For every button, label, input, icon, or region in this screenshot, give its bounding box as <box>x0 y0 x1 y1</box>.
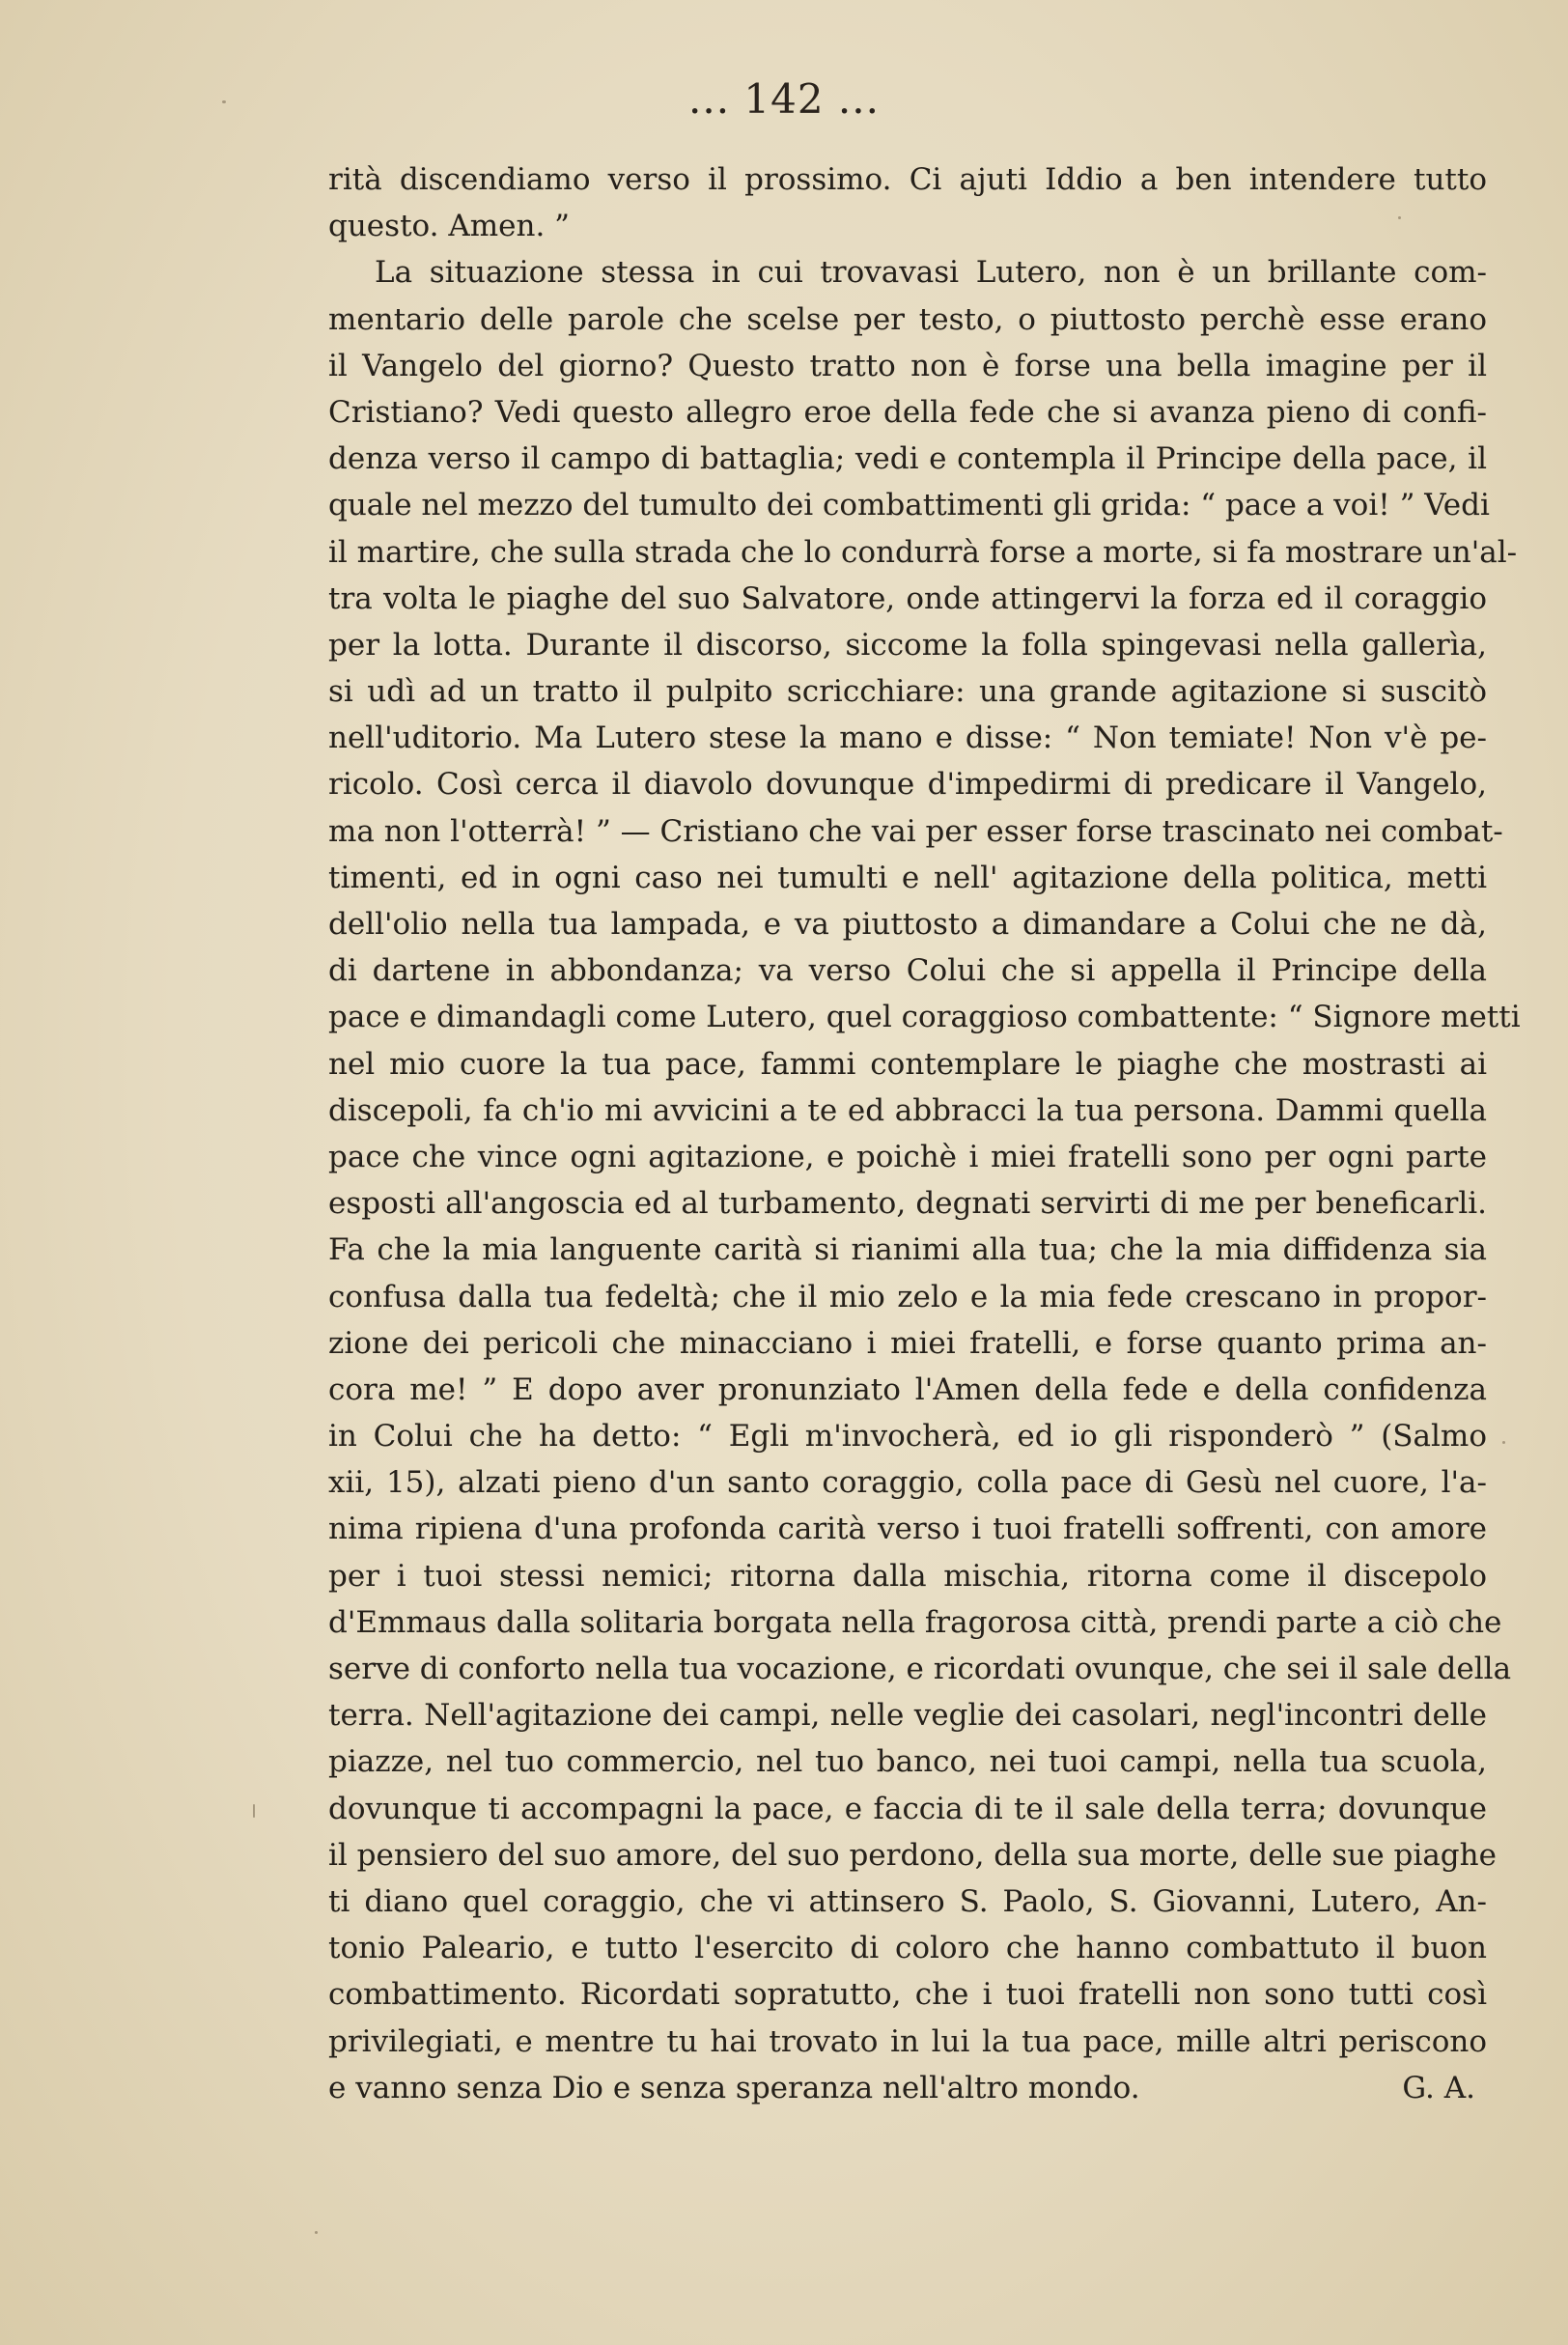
text-line: pace che vince ogni agitazione, e poichè i miei fratelli sono per ogni parte <box>328 1139 1487 1174</box>
text-line: rità discendiamo verso il prossimo. Ci ajuti Iddio a ben intendere tutto <box>328 162 1487 197</box>
text-line: per la lotta. Durante il discorso, siccome la folla spingevasi nella gallerìa, <box>328 627 1487 663</box>
text-line: ti diano quel coraggio, che vi attinsero S. Paolo, S. Giovanni, Lutero, An- <box>328 1883 1487 1919</box>
text-line: in Colui che ha detto: “ Egli m'invocherà, ed io gli risponderò ” (Salmo <box>328 1419 1487 1455</box>
text-line: ma non l'otterrà! ” — Cristiano che vai per esser forse trascinato nei combat- <box>328 813 1503 849</box>
text-line: nell'uditorio. Ma Lutero stese la mano e disse: “ Non temiate! Non v'è pe- <box>328 720 1487 756</box>
text-line: mentario delle parole che scelse per testo, o piuttosto perchè esse erano <box>328 301 1487 337</box>
text-line: dovunque ti accompagni la pace, e faccia di te il sale della terra; dovunque <box>328 1791 1487 1826</box>
paper-speck <box>315 2231 318 2234</box>
text-line: si udì ad un tratto il pulpito scricchiare: una grande agitazione si suscitò <box>328 674 1487 710</box>
text-line: privilegiati, e mentre tu hai trovato in lui la tua pace, mille altri periscono <box>328 2023 1487 2059</box>
text-line-last <box>328 2065 1487 2111</box>
text-line: Cristiano? Vedi questo allegro eroe della fede che si avanza pieno di confi- <box>328 394 1487 430</box>
text-line: tra volta le piaghe del suo Salvatore, onde attingervi la forza ed il coraggio <box>328 580 1487 616</box>
text-line: discepoli, fa ch'io mi avvicini a te ed abbracci la tua persona. Dammi quella <box>328 1092 1487 1128</box>
text-line: il martire, che sulla strada che lo condurrà forse a morte, si fa mostrare un'al- <box>328 534 1518 570</box>
text-line: zione dei pericoli che minacciano i miei fratelli, e forse quanto prima an- <box>328 1325 1487 1361</box>
text-line: quale nel mezzo del tumulto dei combattimenti gli grida: “ pace a voi! ” Vedi <box>328 488 1490 523</box>
paper-speck <box>253 1804 255 1818</box>
text-line: ricolo. Così cerca il diavolo dovunque d'impedirmi di predicare il Vangelo, <box>328 767 1487 803</box>
text-line: cora me! ” E dopo aver pronunziato l'Amen della fede e della confidenza <box>328 1371 1487 1407</box>
author-signature: G. A. <box>1402 2070 1475 2105</box>
text-line: xii, 15), alzati pieno d'un santo coraggio, colla pace di Gesù nel cuore, l'a- <box>328 1465 1487 1501</box>
text-line: questo. Amen. ” <box>328 209 570 244</box>
text-line: Fa che la mia languente carità si rianimi alla tua; che la mia diffidenza sia <box>328 1232 1487 1268</box>
text-line: pace e dimandagli come Lutero, quel coraggioso combattente: “ Signore metti <box>328 1000 1521 1035</box>
text-line: esposti all'angoscia ed al turbamento, degnati servirti di me per beneficarli. <box>328 1186 1487 1222</box>
text-line: il Vangelo del giorno? Questo tratto non è forse una bella imagine per il <box>328 348 1487 383</box>
text-line: per i tuoi stessi nemici; ritorna dalla mischia, ritorna come il discepolo <box>328 1558 1487 1594</box>
text-line: tonio Paleario, e tutto l'esercito di coloro che hanno combattuto il buon <box>328 1931 1487 1966</box>
text-line: nel mio cuore la tua pace, fammi contemplare le piaghe che mostrasti ai <box>328 1046 1487 1082</box>
text-line: La situazione stessa in cui trovavasi Lutero, non è un brillante com- <box>375 255 1487 291</box>
text-line: nima ripiena d'una profonda carità verso i tuoi fratelli soffrenti, con amore <box>328 1512 1487 1547</box>
text-line: d'Emmaus dalla solitaria borgata nella fragorosa città, prendi parte a ciò che <box>328 1604 1502 1640</box>
page-number: ... 142 ... <box>688 75 880 123</box>
text-line: timenti, ed in ogni caso nei tumulti e nell' agitazione della politica, metti <box>328 860 1487 895</box>
text-line: piazze, nel tuo commercio, nel tuo banco, nei tuoi campi, nella tua scuola, <box>328 1744 1487 1780</box>
text-line: combattimento. Ricordati sopratutto, che i tuoi fratelli non sono tutti così <box>328 1977 1487 2013</box>
page-body-text <box>328 156 1521 2111</box>
text-line: dell'olio nella tua lampada, e va piuttosto a dimandare a Colui che ne dà, <box>328 907 1487 942</box>
text-line: denza verso il campo di battaglia; vedi e contempla il Principe della pace, il <box>328 441 1487 477</box>
text-line: confusa dalla tua fedeltà; che il mio zelo e la mia fede crescano in propor- <box>328 1279 1487 1314</box>
text-line: di dartene in abbondanza; va verso Colui che si appella il Principe della <box>328 953 1487 989</box>
text-line: terra. Nell'agitazione dei campi, nelle veglie dei casolari, negl'incontri delle <box>328 1698 1487 1734</box>
paper-speck <box>1502 1441 1505 1444</box>
text-line: serve di conforto nella tua vocazione, e ricordati ovunque, che sei il sale della <box>328 1652 1512 1686</box>
text-line: il pensiero del suo amore, del suo perdono, della sua morte, delle sue piaghe <box>328 1837 1497 1873</box>
closing-sentence: e vanno senza Dio e senza speranza nell'altro mondo. <box>328 2070 1140 2105</box>
